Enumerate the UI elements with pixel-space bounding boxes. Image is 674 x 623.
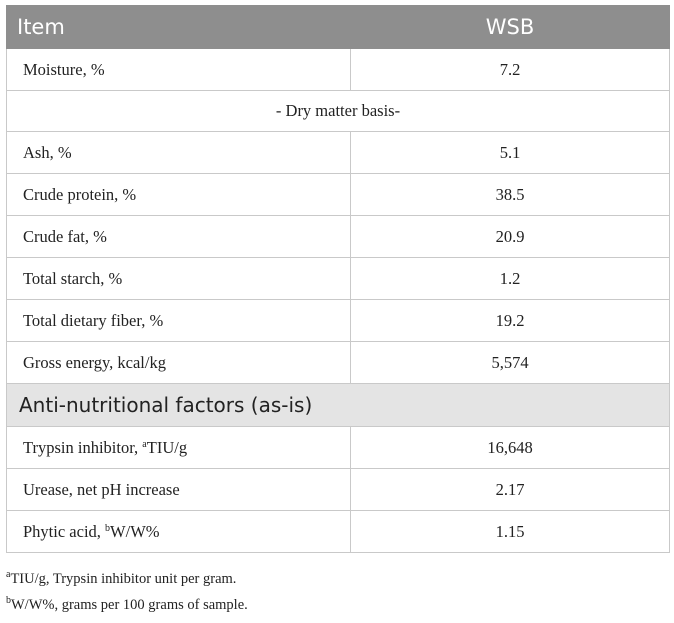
table-row: [7, 258, 670, 300]
row-value: 16,648: [351, 427, 670, 469]
footnote-marker: b: [6, 595, 11, 606]
section-row: [7, 384, 670, 427]
row-value: 19.2: [351, 300, 670, 342]
header-item: Item: [7, 6, 351, 49]
row-value: 1.2: [351, 258, 670, 300]
row-label: Crude protein, %: [7, 174, 351, 216]
table-row: [7, 511, 670, 553]
row-label-text: Phytic acid,: [23, 521, 106, 541]
footnote-marker: b: [105, 522, 111, 534]
basis-row: [7, 91, 670, 132]
footnote-a: [6, 571, 236, 588]
table-row: [7, 174, 670, 216]
footnote-marker: a: [142, 438, 147, 450]
row-value: 5.1: [351, 132, 670, 174]
table-header-row: [7, 6, 670, 49]
row-value: 2.17: [351, 469, 670, 511]
table-row: [7, 300, 670, 342]
row-value: 1.15: [351, 511, 670, 553]
row-label: [7, 511, 351, 553]
row-label: Total starch, %: [7, 258, 351, 300]
section-label: Anti-nutritional factors (as-is): [7, 384, 670, 427]
table-row: [7, 469, 670, 511]
row-label-unit: TIU/g: [146, 437, 188, 457]
table-row: [7, 49, 670, 91]
table-row: [7, 132, 670, 174]
composition-table: [6, 5, 670, 553]
row-value: 7.2: [351, 49, 670, 91]
footnote-text: W/W%, grams per 100 grams of sample.: [11, 597, 248, 613]
row-label: Moisture, %: [7, 49, 351, 91]
row-label: Total dietary fiber, %: [7, 300, 351, 342]
row-label: Gross energy, kcal/kg: [7, 342, 351, 384]
footnote-b: [6, 597, 248, 614]
basis-label: - Dry matter basis-: [7, 91, 670, 132]
row-value: 5,574: [351, 342, 670, 384]
row-label-unit: W/W%: [110, 521, 160, 541]
row-label: Urease, net pH increase: [7, 469, 351, 511]
row-value: 38.5: [351, 174, 670, 216]
footnote-marker: a: [6, 569, 11, 580]
row-label: Ash, %: [7, 132, 351, 174]
row-label-text: Trypsin inhibitor,: [23, 437, 143, 457]
header-wsb: WSB: [351, 6, 670, 49]
table-row: [7, 342, 670, 384]
row-label: Crude fat, %: [7, 216, 351, 258]
row-label: [7, 427, 351, 469]
footnote-text: TIU/g, Trypsin inhibitor unit per gram.: [10, 571, 237, 587]
table-row: [7, 216, 670, 258]
table-row: [7, 427, 670, 469]
row-value: 20.9: [351, 216, 670, 258]
